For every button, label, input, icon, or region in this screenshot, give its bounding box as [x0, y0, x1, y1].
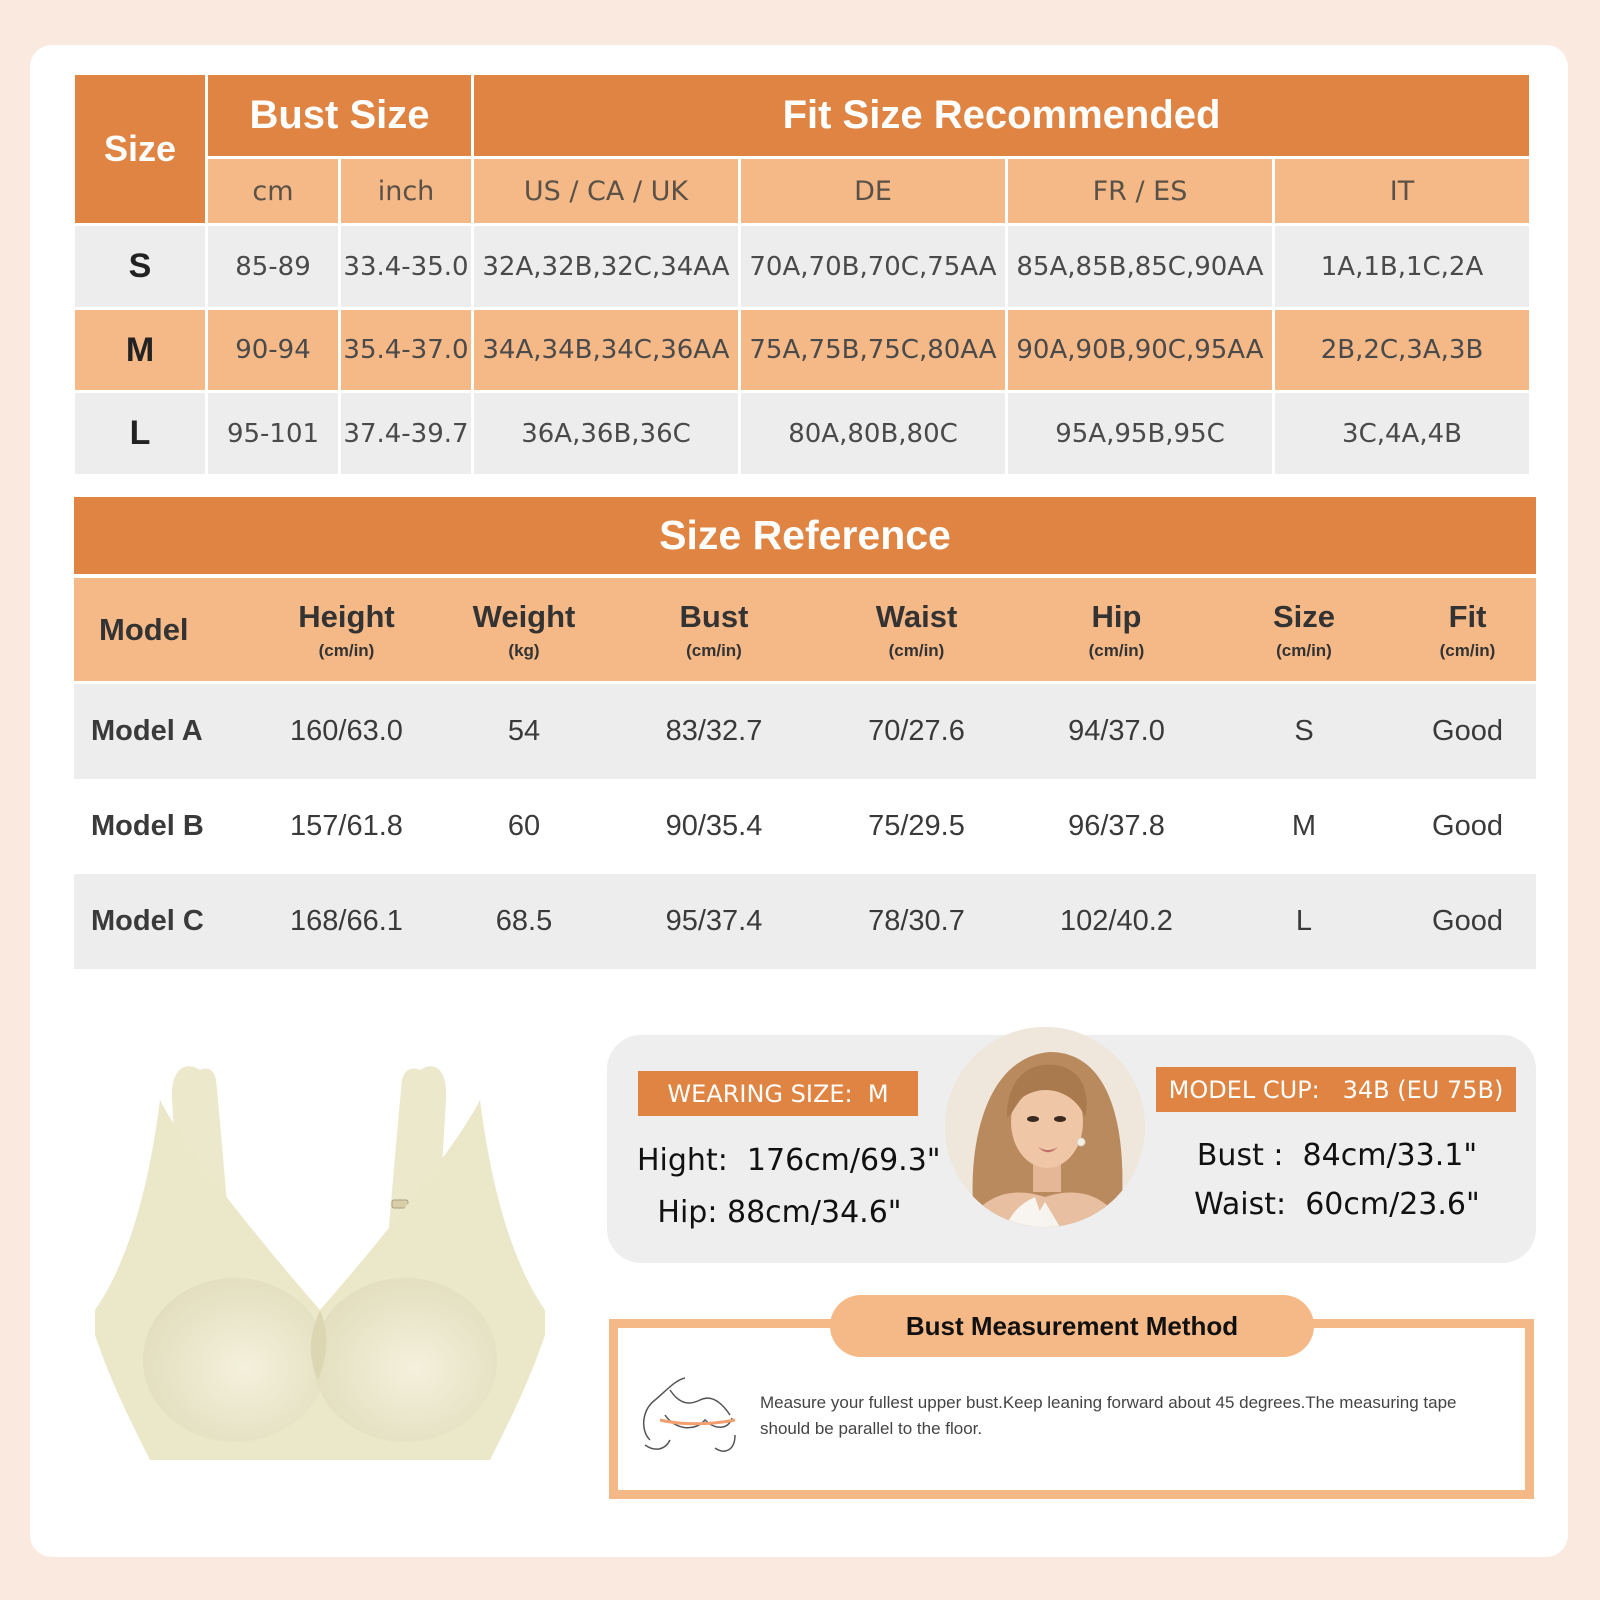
fr-cell: 95A,95B,95C — [1008, 393, 1272, 474]
it-cell: 3C,4A,4B — [1275, 393, 1529, 474]
height-cell: 168/66.1 — [290, 905, 403, 937]
bust-size-header: Bust Size — [208, 75, 471, 156]
us-cell: 36A,36B,36C — [474, 393, 738, 474]
header-unit: (cm/in) — [888, 640, 945, 660]
fit-size-header: Fit Size Recommended — [474, 75, 1529, 156]
cm-cell: 95-101 — [208, 393, 338, 474]
fit-cell: Good — [1432, 715, 1503, 747]
col-header-cm: cm — [208, 159, 338, 223]
bust-measurement-instructions: Measure your fullest upper bust.Keep leaning forward about 45 degrees.The measuring tape should be parallel to the floor. — [760, 1393, 1457, 1438]
model-avatar — [945, 1027, 1145, 1227]
size-cell: M — [75, 310, 205, 390]
waist-text: Waist: 60cm/23.6" — [1194, 1187, 1480, 1222]
header-label: Height — [298, 598, 395, 634]
de-cell: 80A,80B,80C — [741, 393, 1005, 474]
fr-cell: 90A,90B,90C,95AA — [1008, 310, 1272, 390]
model-info-panel — [607, 1035, 1536, 1263]
header-unit: (cm/in) — [318, 640, 375, 660]
header-label: Fit — [1448, 598, 1487, 634]
hight-text: Hight: 176cm/69.3" — [637, 1143, 941, 1178]
header-fit — [1399, 599, 1536, 661]
weight-cell: 60 — [507, 810, 541, 842]
header-label: Model — [99, 611, 189, 647]
it-cell: 1A,1B,1C,2A — [1275, 226, 1529, 307]
header-unit: (kg) — [508, 640, 540, 660]
model-name: Model A — [91, 715, 203, 747]
table-row — [74, 874, 1536, 969]
col-header-inch: inch — [341, 159, 471, 223]
de-cell: 75A,75B,75C,80AA — [741, 310, 1005, 390]
bust-measurement-title: Bust Measurement Method — [830, 1295, 1314, 1357]
bust-cell: 95/37.4 — [665, 905, 763, 937]
hip-cell: 96/37.8 — [1068, 810, 1165, 842]
table-row — [74, 684, 1536, 779]
size-cell: S — [1294, 715, 1314, 747]
inch-cell: 35.4-37.0 — [341, 310, 471, 390]
fr-cell: 85A,85B,85C,90AA — [1008, 226, 1272, 307]
bust-text: Bust : 84cm/33.1" — [1196, 1138, 1478, 1173]
model-portrait-image — [945, 1027, 1145, 1227]
model-name: Model B — [91, 810, 204, 842]
bust-cell: 90/35.4 — [665, 810, 763, 842]
reference-header-row — [74, 578, 1536, 681]
header-label: Waist — [875, 598, 958, 634]
model-cup-badge: MODEL CUP: 34B (EU 75B) — [1156, 1067, 1516, 1112]
header-waist — [809, 599, 1024, 661]
wearing-size-badge: WEARING SIZE: M — [638, 1071, 918, 1116]
weight-cell: 68.5 — [495, 905, 553, 937]
height-cell: 160/63.0 — [290, 715, 403, 747]
header-label: Weight — [472, 598, 576, 634]
measuring-illustration-icon — [630, 1370, 740, 1460]
model-name: Model C — [91, 905, 204, 937]
cm-cell: 85-89 — [208, 226, 338, 307]
header-unit: (cm/in) — [1276, 640, 1332, 660]
height-cell: 157/61.8 — [290, 810, 403, 842]
bust-cell: 83/32.7 — [665, 715, 763, 747]
header-size — [1209, 599, 1399, 661]
size-header: Size — [75, 75, 205, 223]
hip-text: Hip: 88cm/34.6" — [657, 1195, 902, 1230]
us-cell: 32A,32B,32C,34AA — [474, 226, 738, 307]
waist-cell: 75/29.5 — [868, 810, 965, 842]
header-unit: (cm/in) — [1088, 640, 1145, 660]
cm-cell: 90-94 — [208, 310, 338, 390]
header-unit: (cm/in) — [1439, 640, 1496, 660]
inch-cell: 37.4-39.7 — [341, 393, 471, 474]
size-cell: M — [1291, 810, 1317, 842]
col-header-de: DE — [741, 159, 1005, 223]
header-unit: (cm/in) — [686, 640, 742, 660]
weight-cell: 54 — [507, 715, 541, 747]
bra-product-image — [90, 1060, 550, 1490]
fit-cell: Good — [1432, 905, 1503, 937]
header-bust — [619, 599, 809, 661]
hip-cell: 94/37.0 — [1068, 715, 1165, 747]
inch-cell: 33.4-35.0 — [341, 226, 471, 307]
header-hip — [1024, 599, 1209, 661]
col-header-it: IT — [1275, 159, 1529, 223]
header-label: Size — [1272, 598, 1336, 634]
hip-cell: 102/40.2 — [1060, 905, 1173, 937]
col-header-us: US / CA / UK — [474, 159, 738, 223]
de-cell: 70A,70B,70C,75AA — [741, 226, 1005, 307]
us-cell: 34A,34B,34C,36AA — [474, 310, 738, 390]
size-cell: L — [75, 393, 205, 474]
waist-cell: 70/27.6 — [868, 715, 965, 747]
waist-cell: 78/30.7 — [868, 905, 965, 937]
table-row — [74, 779, 1536, 874]
size-reference-title: Size Reference — [74, 497, 1536, 574]
size-table — [75, 75, 1529, 474]
size-cell: L — [1295, 905, 1313, 937]
fit-cell: Good — [1432, 810, 1503, 842]
header-label: Bust — [679, 598, 749, 634]
col-header-fr: FR / ES — [1008, 159, 1272, 223]
header-height — [264, 599, 429, 661]
it-cell: 2B,2C,3A,3B — [1275, 310, 1529, 390]
header-label: Hip — [1091, 598, 1142, 634]
header-weight — [429, 599, 619, 661]
header-model — [74, 612, 264, 648]
size-cell: S — [75, 226, 205, 307]
